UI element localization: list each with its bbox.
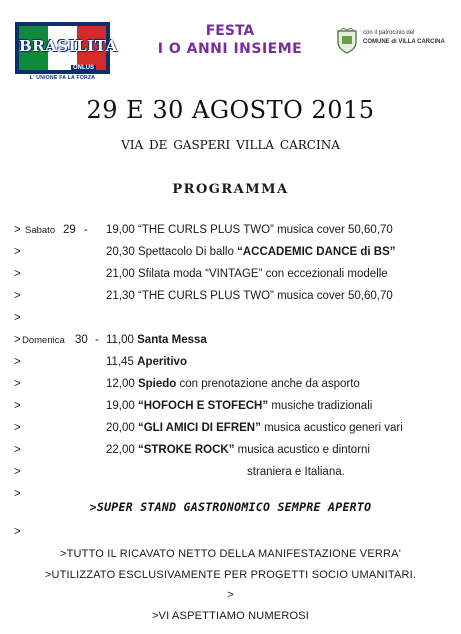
row-time: 20,00 — [106, 422, 135, 434]
logo-name: BRASILITA — [19, 37, 118, 55]
closing-marker: > — [227, 589, 234, 601]
brasilita-logo — [15, 22, 118, 84]
closing-line1: >TUTTO IL RICAVATO NETTO DELLA MANIFESTAZIONE VERRA' — [59, 548, 402, 560]
row-time: 11,00 — [106, 334, 134, 346]
row-dash: - — [95, 334, 99, 346]
event-title — [130, 22, 330, 58]
event-title-line2: I O ANNI INSIEME — [157, 41, 303, 57]
row-rest: musica acustico e dintorni — [234, 444, 370, 456]
stand-marker: > — [14, 526, 21, 538]
row-highlight: “VINTAGE” — [205, 268, 263, 280]
row-day: Domenica — [22, 335, 65, 346]
row-time: 12,00 — [106, 378, 135, 390]
programme-row — [14, 444, 454, 464]
row-marker: > — [14, 444, 21, 456]
row-event — [106, 224, 393, 236]
row-marker: > — [14, 356, 21, 368]
row-rest: musiche tradizionali — [268, 400, 373, 412]
row-event — [106, 290, 393, 302]
event-title-line1: FESTA — [205, 23, 255, 39]
row-highlight: “THE CURLS PLUS TWO” — [137, 224, 274, 236]
row-event — [106, 444, 370, 456]
row-highlight: Spiedo — [137, 378, 177, 390]
row-dash: - — [84, 224, 88, 236]
row-rest: musica cover 50,60,70 — [273, 290, 393, 302]
row-time: 21,30 — [106, 290, 135, 302]
patronage-block — [336, 26, 451, 58]
row-highlight: “GLI AMICI DI EFREN” — [137, 422, 261, 434]
row-marker: > — [14, 334, 21, 346]
programme-row — [14, 224, 454, 244]
row-marker: > — [14, 290, 21, 302]
row-event — [106, 378, 360, 390]
row-rest: musica acustico generi vari — [260, 422, 403, 434]
row-time: 20,30 — [106, 246, 135, 258]
row-marker: > — [14, 466, 21, 478]
row-time: 22,00 — [106, 444, 135, 456]
row-event — [106, 246, 396, 258]
super-stand-banner: >SUPER STAND GASTRONOMICO SEMPRE APERTO — [89, 500, 372, 514]
closing-line3: >VI ASPETTIAMO NUMEROSI — [151, 610, 310, 622]
row-highlight: “HOFOCH E STOFECH” — [137, 400, 269, 412]
row-marker: > — [14, 400, 21, 412]
logo-motto: L' UNIONE FA LA FORZA — [29, 75, 96, 81]
programme-title: PROGRAMMA — [172, 182, 289, 197]
programme-row — [14, 312, 454, 332]
programme-row — [14, 400, 454, 420]
patronage-line2: COMUNE di VILLA CARCINA — [363, 39, 445, 45]
row-day: Sabato — [25, 225, 56, 236]
row-event — [106, 400, 372, 412]
row-day-number: 29 — [63, 224, 76, 236]
row-highlight: “ACCADEMIC DANCE di BS” — [237, 246, 396, 258]
closing-line2: >UTILIZZATO ESCLUSIVAMENTE PER PROGETTI SOCIO UMANITARI. — [44, 569, 417, 581]
row-rest: musica cover 50,60,70 — [273, 224, 393, 236]
patronage-line1: con il patrocinio del — [363, 30, 415, 36]
programme-row — [14, 466, 454, 486]
row-marker: > — [14, 268, 21, 280]
programme-row — [14, 422, 454, 442]
programme-row — [14, 378, 454, 398]
row-marker: > — [14, 246, 21, 258]
row-marker: > — [14, 312, 21, 324]
row-time: 21,00 — [106, 268, 135, 280]
row-time: 11,45 — [106, 356, 134, 368]
row-continuation: straniera e Italiana. — [247, 466, 345, 478]
programme-row — [14, 268, 454, 288]
row-marker: > — [14, 488, 21, 500]
programme-row — [14, 290, 454, 310]
programme-row — [14, 334, 454, 354]
row-event — [106, 422, 403, 434]
row-event — [106, 268, 388, 280]
row-rest: con eccezionali modelle — [262, 268, 388, 280]
row-highlight: Aperitivo — [137, 356, 187, 368]
row-time: 19,00 — [106, 400, 135, 412]
event-dates: 29 E 30 AGOSTO 2015 — [86, 96, 375, 124]
row-event — [106, 356, 187, 368]
row-time: 19,00 — [106, 224, 135, 236]
programme-row — [14, 246, 454, 266]
row-marker: > — [14, 378, 21, 390]
row-highlight: “STROKE ROCK” — [137, 444, 235, 456]
municipal-crest-icon — [336, 28, 358, 54]
row-pre: Spettacolo Di ballo — [137, 246, 238, 258]
row-pre: Sfilata moda — [137, 268, 206, 280]
row-highlight: “THE CURLS PLUS TWO” — [137, 290, 274, 302]
event-location: VIA DE GASPERI VILLA CARCINA — [121, 138, 340, 152]
row-marker: > — [14, 422, 21, 434]
row-event — [106, 334, 207, 346]
row-marker: > — [14, 224, 21, 236]
row-highlight: Santa Messa — [137, 334, 207, 346]
logo-onlus-badge: ONLUS — [73, 65, 94, 71]
row-rest: con prenotazione anche da asporto — [176, 378, 360, 390]
programme-row — [14, 356, 454, 376]
row-day-number: 30 — [75, 334, 88, 346]
